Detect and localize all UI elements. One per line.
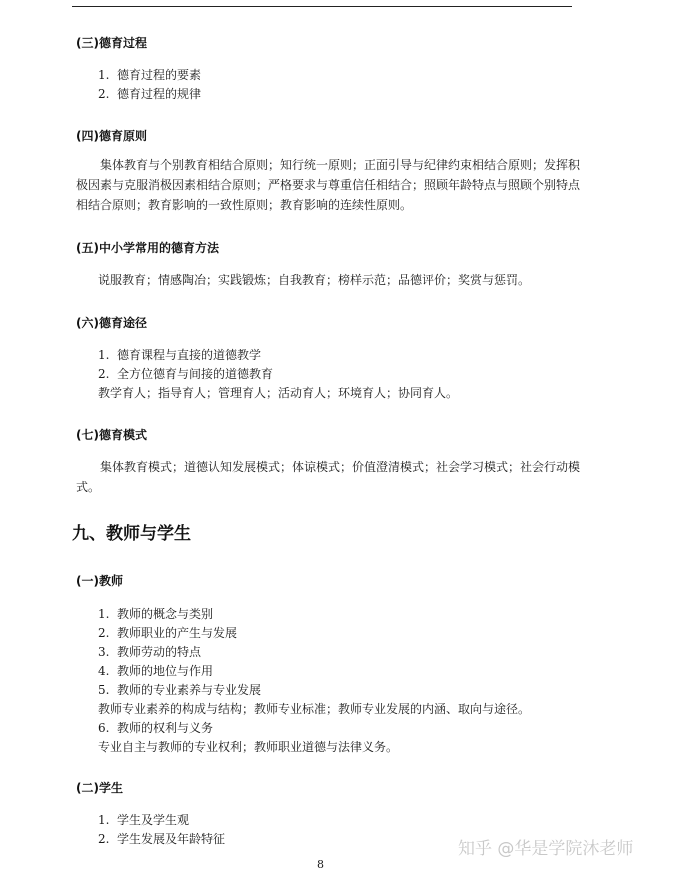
page-number: 8	[317, 858, 324, 871]
heading-teacher: (一)教师	[76, 574, 123, 588]
heading-moral-process: (三)德育过程	[76, 36, 147, 50]
text-teacher-rights: 专业自主与教师的专业权利；教师职业道德与法律义务。	[98, 740, 399, 754]
text-teacher-professional-quality: 教师专业素养的构成与结构；教师专业标准；教师专业发展的内涵、取向与途径。	[98, 702, 531, 716]
list-number: 4.	[98, 664, 110, 678]
list-text: 教师的专业素养与专业发展	[117, 683, 262, 697]
list-text: 教师职业的产生与发展	[117, 626, 238, 640]
header-rule	[72, 6, 572, 7]
list-item	[98, 365, 273, 382]
list-text: 全方位德育与间接的道德教育	[117, 367, 274, 381]
list-number: 2.	[98, 367, 110, 381]
list-number: 2.	[98, 626, 110, 640]
list-number: 1.	[98, 813, 110, 827]
list-number: 1.	[98, 68, 110, 82]
list-number: 1.	[98, 607, 110, 621]
list-item	[98, 346, 261, 363]
list-text: 学生及学生观	[117, 813, 190, 827]
heading-moral-methods: (五)中小学常用的德育方法	[76, 241, 219, 255]
list-text: 德育过程的要素	[117, 68, 202, 82]
list-text: 德育过程的规律	[117, 87, 202, 101]
heading-moral-principles: (四)德育原则	[76, 129, 147, 143]
list-number: 5.	[98, 683, 110, 697]
paragraph-moral-principles: 集体教育与个别教育相结合原则；知行统一原则；正面引导与纪律约束相结合原则；发挥积极因素与克服消极因素相结合原则；严格要求与尊重信任相结合；照顾年龄特点与照顾个别特点相结合原则；教育影响的一致性原则；教育影响的连续性原则。	[76, 158, 581, 212]
list-text: 教师的权利与义务	[117, 721, 214, 735]
heading-moral-models: (七)德育模式	[76, 428, 147, 442]
chapter-title: 九、教师与学生	[72, 524, 191, 544]
list-number: 1.	[98, 348, 110, 362]
list-number: 3.	[98, 645, 110, 659]
list-text: 教师的地位与作用	[117, 664, 214, 678]
text-moral-methods: 说服教育；情感陶冶；实践锻炼；自我教育；榜样示范；品德评价；奖赏与惩罚。	[98, 273, 531, 287]
paragraph-moral-models: 集体教育模式；道德认知发展模式；体谅模式；价值澄清模式；社会学习模式；社会行动模式。	[76, 460, 581, 494]
list-item	[98, 719, 213, 736]
list-item	[98, 605, 213, 622]
heading-student: (二)学生	[76, 781, 123, 795]
list-item	[98, 85, 201, 102]
text-moral-approaches: 教学育人；指导育人；管理育人；活动育人；环境育人；协同育人。	[98, 386, 459, 400]
list-item	[98, 681, 261, 698]
watermark: 知乎 @华是学院沐老师	[458, 839, 634, 859]
heading-moral-approaches: (六)德育途径	[76, 316, 147, 330]
list-number: 6.	[98, 721, 110, 735]
list-item	[98, 830, 225, 847]
list-item	[98, 66, 201, 83]
list-text: 教师劳动的特点	[117, 645, 202, 659]
list-number: 2.	[98, 87, 110, 101]
list-text: 德育课程与直接的道德教学	[117, 348, 262, 362]
list-item	[98, 643, 201, 660]
list-item	[98, 662, 213, 679]
list-text: 教师的概念与类别	[117, 607, 214, 621]
list-item	[98, 811, 189, 828]
list-text: 学生发展及年龄特征	[117, 832, 226, 846]
list-item	[98, 624, 237, 641]
list-number: 2.	[98, 832, 110, 846]
